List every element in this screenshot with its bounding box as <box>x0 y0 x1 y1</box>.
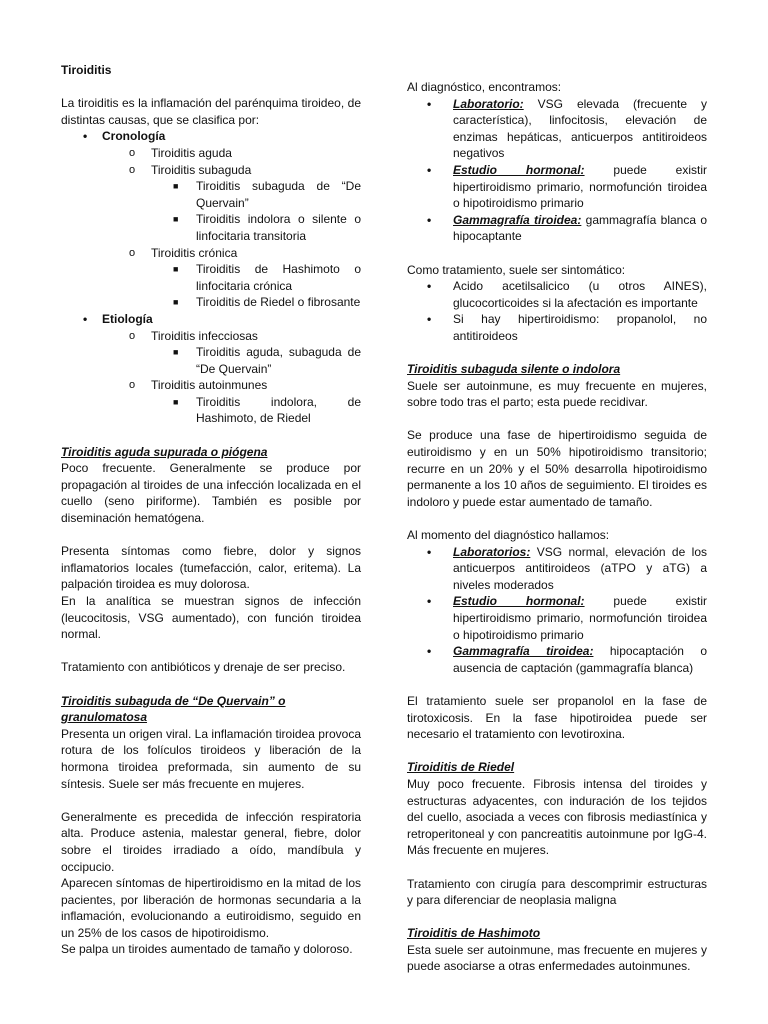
bullet-icon: • <box>427 162 432 177</box>
paragraph: Se produce una fase de hipertiroidismo seguida de eutiroidismo y en un 50% hipotiroidismo transitorio; recurre en un 20% y el 50% desarrolla hipotiroidismo permanente a los 10 años de seguimiento. El tiroides es indoloro y puede estar aumentado de tamaño. <box>407 428 707 509</box>
list-item: ■ Tiroiditis subaguda de “De Quervain” <box>173 179 361 210</box>
square-bullet-icon: ■ <box>173 396 179 407</box>
list-item: • Estudio hormonal: puede existir hipertiroidismo primario, normofunción tiroidea o hipotiroidismo primario <box>427 594 708 642</box>
list-item: ■ Tiroiditis indolora, de Hashimoto, de Riedel <box>173 394 361 426</box>
square-bullet-icon: ■ <box>173 347 179 358</box>
section-heading-aguda: Tiroiditis aguda supurada o piógena <box>61 444 268 459</box>
paragraph: Se palpa un tiroides aumentado de tamaño y doloroso. <box>61 942 353 957</box>
classification-list <box>61 128 361 427</box>
list-item: ■ Tiroiditis de Hashimoto o linfocitaria crónica <box>173 262 361 293</box>
paragraph: Muy poco frecuente. Fibrosis intensa del tiroides y estructuras adyacentes, con induración de los tejidos del cuello, asociada a veces con fibrosis mediastínica y retroperitoneal y con pancreatitis autoinmune por IgG-4. Más frecuente en mujeres. <box>407 776 707 858</box>
list-item: o Tiroiditis aguda <box>129 145 232 160</box>
list-item: o Tiroiditis autoinmunes <box>129 378 268 393</box>
intro-paragraph: La tiroiditis es la inflamación del parénquima tiroideo, de distintas causas, que se clasifica por: <box>61 96 361 127</box>
paragraph: El tratamiento suele ser propanolol en la fase de tirotoxicosis. En la fase hipotiroidea puede ser necesario el tratamiento con levotiroxina. <box>407 693 707 742</box>
paragraph: Esta suele ser autoinmune, mas frecuente en mujeres y puede asociarse a otras enfermedades autoinmunes. <box>407 942 707 974</box>
paragraph: Presenta síntomas como fiebre, dolor y signos inflamatorios locales (tumefacción, calor, eritema). La palpación tiroidea es muy dolorosa. <box>61 544 361 592</box>
paragraph: Presenta un origen viral. La inflamación tiroidea provoca rotura de los folículos tiroideos y liberación de la hormona tiroidea preformada, sin aumento de su síntesis. Suele ser más frecuente en mujeres. <box>61 726 361 791</box>
list-item: ■ Tiroiditis de Riedel o fibrosante <box>173 295 361 310</box>
list-item: • Etiología <box>83 311 153 326</box>
bullet-icon: • <box>427 279 432 294</box>
diagnosis-list <box>407 96 707 245</box>
right-column <box>407 79 707 975</box>
doc-title: Tiroiditis <box>61 63 112 77</box>
list-item: o Tiroiditis crónica <box>129 245 238 260</box>
list-item: • Acido acetilsalicico (u otros AINES), glucocorticoides si la afectación es importante <box>427 279 707 310</box>
paragraph: Tratamiento con cirugía para descomprimir estructuras y para diferenciar de neoplasia maligna <box>407 876 707 908</box>
square-bullet-icon: ■ <box>173 264 179 275</box>
bullet-icon: • <box>83 129 88 144</box>
circle-bullet-icon: o <box>129 379 136 392</box>
bullet-icon: • <box>427 96 432 111</box>
list-item: ■ Tiroiditis aguda, subaguda de “De Quervain” <box>173 345 361 376</box>
paragraph: En la analítica se muestran signos de infección (leucocitosis, VSG aumentado), con función tiroidea normal. <box>61 594 361 642</box>
list-item: • Cronología <box>83 129 166 144</box>
treatment-list <box>407 278 707 344</box>
bullet-icon: • <box>427 544 432 559</box>
list-item: o Tiroiditis subaguda <box>129 162 252 177</box>
section-heading-subaguda: Tiroiditis subaguda de “De Quervain” o granulomatosa <box>61 693 286 725</box>
paragraph: Aparecen síntomas de hipertiroidismo en la mitad de los pacientes, por liberación de hormonas secundaria a la inflamación, evolucionando a eutiroidismo, seguido en un 25% de los casos de hipotiroidismo. <box>61 876 361 940</box>
paragraph: Suele ser autoinmune, es muy frecuente en mujeres, sobre todo tras el parto; esta puede recidivar. <box>407 378 707 410</box>
list-item: ■ Tiroiditis indolora o silente o linfocitaria transitoria <box>173 212 361 243</box>
bullet-icon: • <box>427 212 432 227</box>
list-item: o Tiroiditis infecciosas <box>129 328 258 343</box>
paragraph: Como tratamiento, suele ser sintomático: <box>407 262 626 277</box>
paragraph: Poco frecuente. Generalmente se produce por propagación al tiroides de una infección localizada en el cuello (seno piriforme). También es posible por diseminación hematógena. <box>61 461 361 526</box>
bullet-icon: • <box>427 644 432 659</box>
square-bullet-icon: ■ <box>173 297 179 308</box>
paragraph: Al diagnóstico, encontramos: <box>407 80 562 94</box>
square-bullet-icon: ■ <box>173 181 179 192</box>
left-column <box>61 62 361 958</box>
section-heading-riedel: Tiroiditis de Riedel <box>407 760 515 775</box>
list-item: • Estudio hormonal: puede existir hipertiroidismo primario, normofunción tiroidea o hipotiroidismo primario <box>427 162 708 211</box>
circle-bullet-icon: o <box>129 146 136 159</box>
square-bullet-icon: ■ <box>173 214 179 225</box>
paragraph: Al momento del diagnóstico hallamos: <box>407 528 610 543</box>
list-item: • Si hay hipertiroidismo: propanolol, no antitiroideos <box>427 312 707 343</box>
list-item: • Laboratorio: VSG elevada (frecuente y característica), linfocitosis, elevación de enzimas hepáticas, anticuerpos antitiroideos negativos <box>427 96 707 161</box>
silente-diagnosis-list <box>407 544 707 677</box>
paragraph: Tratamiento con antibióticos y drenaje de ser preciso. <box>61 660 346 675</box>
list-item: • Gammagrafía tiroidea: hipocaptación o ausencia de captación (gammagrafía blanca) <box>427 644 707 675</box>
circle-bullet-icon: o <box>129 163 136 176</box>
circle-bullet-icon: o <box>129 329 136 342</box>
list-item: • Gammagrafía tiroidea: gammagrafía blanca o hipocaptante <box>427 212 707 244</box>
bullet-icon: • <box>427 312 432 327</box>
bullet-icon: • <box>83 311 88 326</box>
bullet-icon: • <box>427 594 432 609</box>
list-item: • Laboratorios: VSG normal, elevación de los anticuerpos antitiroideos (aTPO y aTG) a niveles moderados <box>427 544 707 592</box>
section-heading-silente: Tiroiditis subaguda silente o indolora <box>407 362 621 377</box>
paragraph: Generalmente es precedida de infección respiratoria alta. Produce astenia, malestar general, fiebre, dolor sobre el tiroides irradiado a oído, mandíbula y occipucio. <box>61 809 361 874</box>
circle-bullet-icon: o <box>129 246 136 259</box>
section-heading-hashimoto: Tiroiditis de Hashimoto <box>407 926 541 941</box>
